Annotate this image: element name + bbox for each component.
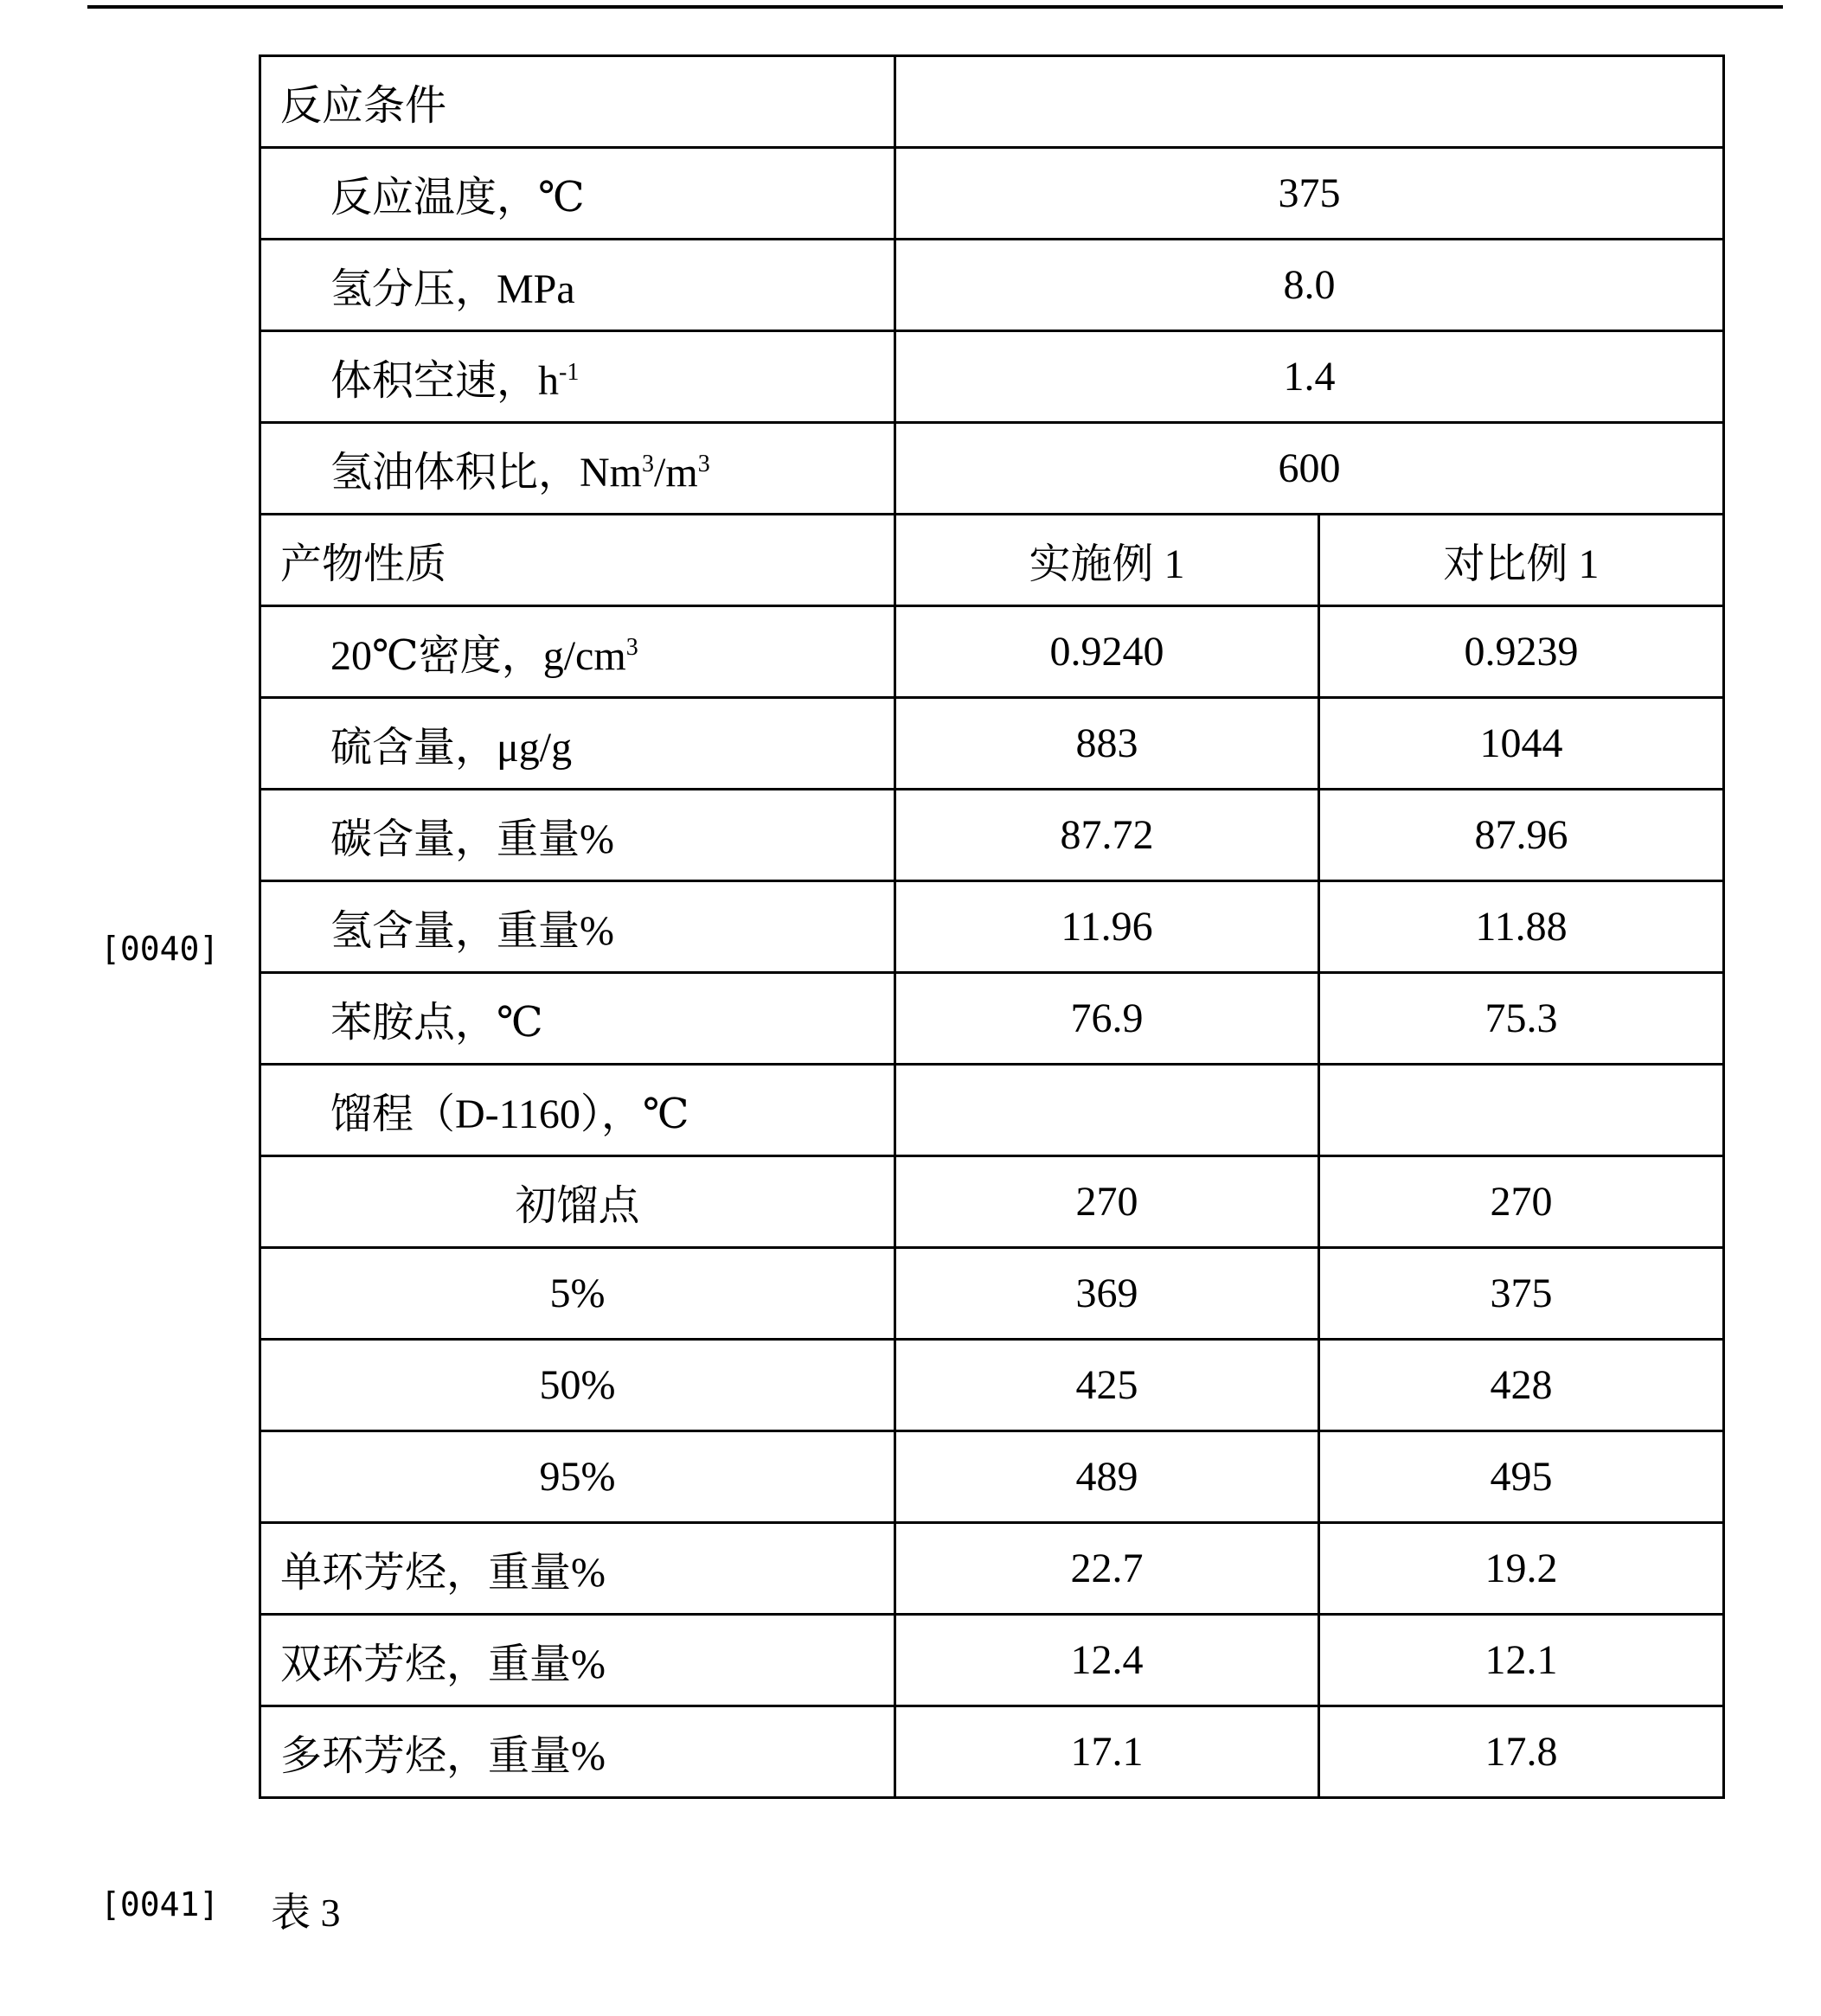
label-text: 体积空速，h (330, 358, 560, 404)
row-label (260, 1248, 895, 1340)
cell-value: 425 (895, 1340, 1319, 1431)
row-label: 反应温度，℃ (260, 148, 895, 240)
table-row (260, 1431, 1724, 1523)
cell-value: 270 (895, 1156, 1319, 1248)
results-table (259, 54, 1725, 1799)
top-rule (87, 5, 1783, 9)
table-row (260, 1156, 1724, 1248)
cell-value: 600 (895, 423, 1724, 515)
label-text: 氢油体积比，Nm (330, 450, 643, 496)
row-label (260, 1065, 895, 1156)
cell-value: 11.88 (1319, 881, 1724, 973)
row-label (260, 973, 895, 1065)
label-text: 50% (539, 1362, 616, 1408)
superscript: 3 (642, 451, 655, 477)
table-row (260, 515, 1724, 606)
row-label (260, 881, 895, 973)
cell-value: 8.0 (895, 240, 1724, 331)
table-row (260, 698, 1724, 790)
column-header: 实施例 1 (895, 515, 1319, 606)
superscript: 3 (697, 451, 710, 477)
cell-value (1319, 1065, 1724, 1156)
cell-value: 87.72 (895, 790, 1319, 881)
table-row (260, 331, 1724, 423)
cell-value: 0.9240 (895, 606, 1319, 698)
table-caption: 表 3 (271, 1891, 341, 1935)
table-row (260, 1340, 1724, 1431)
table-row (260, 1615, 1724, 1706)
cell-value: 489 (895, 1431, 1319, 1523)
row-label (260, 1340, 895, 1431)
row-label (260, 331, 895, 423)
cell-value: 495 (1319, 1431, 1724, 1523)
table-row (260, 973, 1724, 1065)
paragraph-number-0040: [0040] (100, 930, 220, 968)
cell-value: 12.1 (1319, 1615, 1724, 1706)
cell-value (895, 1065, 1319, 1156)
row-label (260, 1706, 895, 1798)
cell-value: 17.8 (1319, 1706, 1724, 1798)
cell-value: 375 (1319, 1248, 1724, 1340)
cell-value: 11.96 (895, 881, 1319, 973)
label-text: 初馏点 (515, 1183, 640, 1229)
cell-value: 428 (1319, 1340, 1724, 1431)
cell-value: 76.9 (895, 973, 1319, 1065)
row-label: 氢分压，MPa (260, 240, 895, 331)
label-text: 氢含量，重量% (330, 908, 614, 954)
cell-value: 1.4 (895, 331, 1724, 423)
cell-value: 75.3 (1319, 973, 1724, 1065)
label-text: 碳含量，重量% (330, 816, 614, 862)
cell-value: 12.4 (895, 1615, 1319, 1706)
section-header: 反应条件 (260, 56, 895, 148)
row-label (260, 1615, 895, 1706)
cell-value: 19.2 (1319, 1523, 1724, 1615)
row-label (260, 606, 895, 698)
table-row (260, 56, 1724, 148)
row-label (260, 1431, 895, 1523)
row-label (260, 423, 895, 515)
cell-value: 22.7 (895, 1523, 1319, 1615)
label-text: 5% (549, 1270, 606, 1316)
table-row (260, 881, 1724, 973)
cell-value: 375 (895, 148, 1724, 240)
row-label (260, 698, 895, 790)
column-header: 对比例 1 (1319, 515, 1724, 606)
table-row (260, 1248, 1724, 1340)
label-text: 双环芳烃，重量% (280, 1642, 606, 1687)
table-row (260, 1065, 1724, 1156)
cell-value: 0.9239 (1319, 606, 1724, 698)
label-text: 硫含量，μg/g (330, 725, 573, 771)
row-label (260, 1523, 895, 1615)
cell-value: 270 (1319, 1156, 1724, 1248)
paragraph-number-0041: [0041] (100, 1885, 220, 1923)
section-header: 产物性质 (260, 515, 895, 606)
row-label (260, 790, 895, 881)
table-row (260, 240, 1724, 331)
cell-value: 369 (895, 1248, 1319, 1340)
label-text: 95% (539, 1454, 616, 1500)
superscript: -1 (559, 359, 580, 386)
cell-value: 883 (895, 698, 1319, 790)
table-row (260, 1706, 1724, 1798)
cell-value: 1044 (1319, 698, 1724, 790)
label-text: 单环芳烃，重量% (280, 1550, 606, 1596)
label-text: 苯胺点，℃ (330, 1000, 543, 1046)
label-text: /m (654, 450, 698, 496)
table-row (260, 606, 1724, 698)
table-row (260, 790, 1724, 881)
row-label (260, 1156, 895, 1248)
label-text: 20℃密度，g/cm (330, 633, 626, 679)
table-row (260, 148, 1724, 240)
cell-value: 87.96 (1319, 790, 1724, 881)
table-row (260, 1523, 1724, 1615)
label-text: 馏程（D-1160），℃ (330, 1091, 689, 1137)
table-row (260, 423, 1724, 515)
cell-value: 17.1 (895, 1706, 1319, 1798)
label-text: 多环芳烃，重量% (280, 1733, 606, 1779)
superscript: 3 (625, 634, 638, 661)
